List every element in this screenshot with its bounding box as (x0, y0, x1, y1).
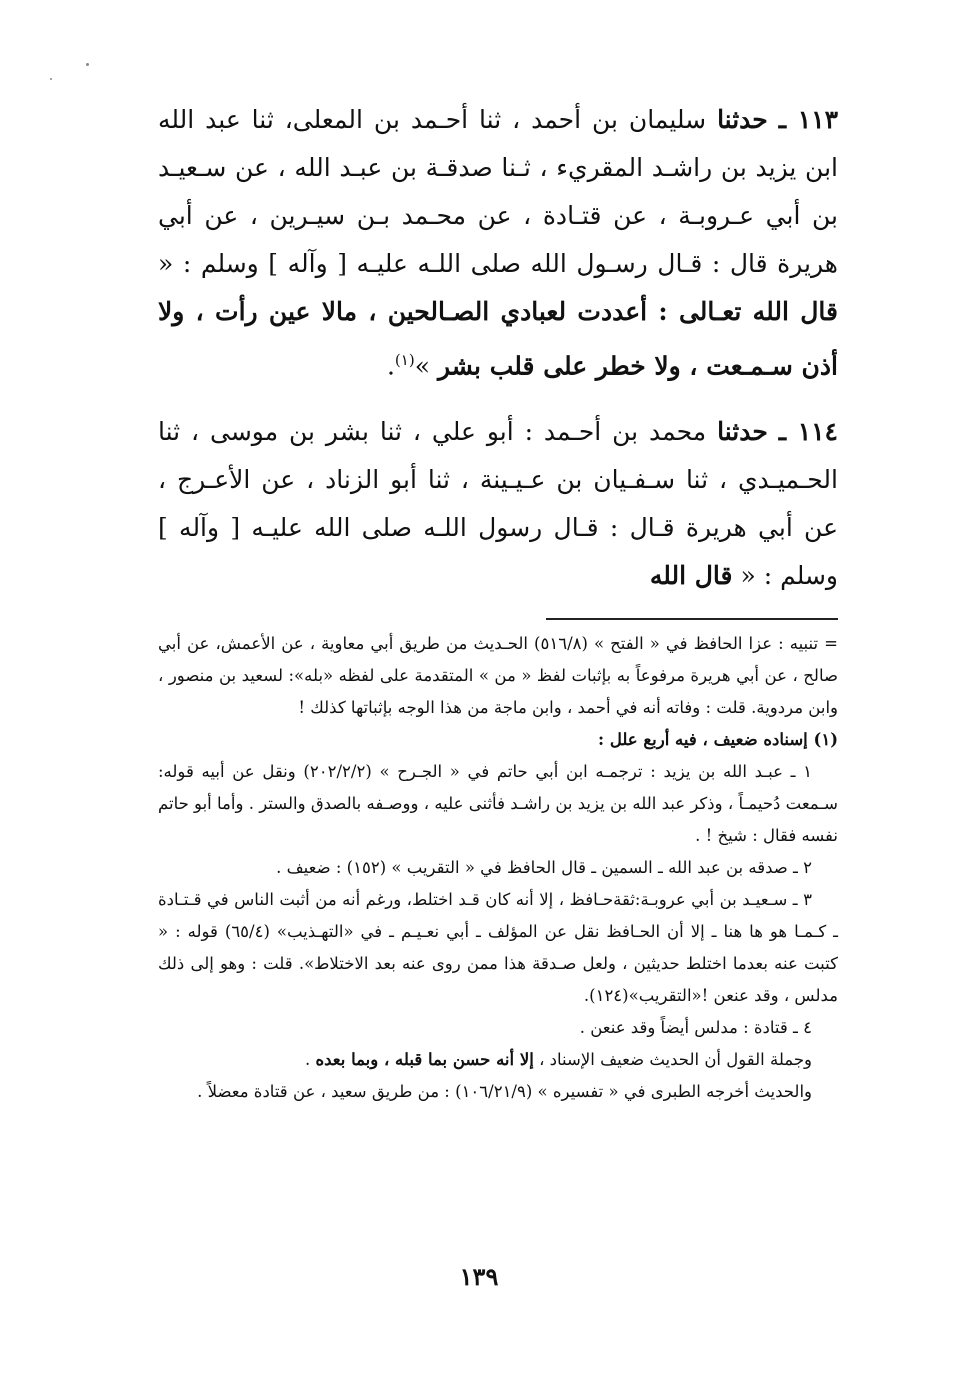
footnote-item: ٣ ـ سـعيـد بن أبي عروبـة:ثقةحـافظ ، إلا أنه كان قـد اختلط، ورغم أنه من أثبت الناس في قـتـادة ـ كـمـا هو ها هنا ـ إلا أن الحـافظ نقل عن المؤلف ـ أبي نعـيـم ـ في «التهـذيب» (٦٥/٤) قوله : « كتبت عنه بعدما اختلط حديثين ، ولعل صـدقة هذا ممن روى عنه بعد الاختلاط». قلت : وهو إلى ذلك مدلس ، وقد عنعن !«التقريب»(١٢٤). (158, 890, 838, 1006)
summary-bold: إلا أنه حسن بما قبله ، وبما بعده (315, 1050, 534, 1070)
footnote-item: ٤ ـ قتادة : مدلس أيضاً وقد عنعن . (579, 1018, 812, 1038)
hadith-114 (158, 408, 838, 600)
footnotes (158, 628, 838, 1108)
footnote-1-header: (١) إسناده ضعيف ، فيه أربع علل : (597, 730, 838, 750)
scan-speck (50, 78, 52, 80)
footnote-separator (546, 618, 838, 620)
hadith-number: ١١٣ ـ (778, 105, 839, 134)
footnote-continuation: = تنبيه : عزا الحافظ في « الفتح » (٥١٦/٨) الحـديث من طريق أبي معاوية ، عن الأعمش، عن أبي صالح ، عن أبي هريرة مرفوعاً به بإثبات لفظ « من » المتقدمة على لفظه «بله»: لسعيد بن منصور ، وابن مردوية. قلت : وفاته أنه في أحمد ، وابن ماجة من هذا الوجه بإثباتها كذلك ! (158, 634, 838, 718)
summary-end: . (304, 1050, 311, 1070)
hadith-text: قال الله تعـالى : أعددت لعبادي الصـالحين ، مالا عين رأت ، ولا أذن سـمـعت ، ولا خطر على قلب بشر (158, 297, 838, 381)
summary-text: وجملة القول أن الحديث ضعيف الإسناد ، (539, 1050, 812, 1070)
footnote-item: ١ ـ عبـد الله بن يزيد : ترجمـه ابن أبي حاتم في « الجـرح » (٢٠٢/٢/٢) ونقل عن أبيه قوله: سـمعت دُحيمـاً ، وذكر عبد الله بن يزيد بن راشـد فأثنى عليه ، ووصـفه بالصدق والستر . وأما أبو حاتم نفسه فقال : شيخ ! . (158, 762, 838, 846)
hadith-isnad: محمد بن أحـمد : أبو علي ، ثنا بشر بن موسى ، ثنا الحـميـدي ، ثنا سـفـيان بن عـيـينة ، ثنا أبو الزناد ، عن الأعـرج ، عن أبي هريرة قـال : قـال رسول اللـه صلى الله عليـه [ وآله ] وسلم : « (158, 417, 838, 591)
hadith-number: ١١٤ ـ (778, 417, 838, 447)
page-number: ١٣٩ (459, 1262, 499, 1291)
hadith-text: قال الله (649, 561, 733, 591)
footnote-ref: (١) (394, 351, 415, 369)
hadith-113 (158, 96, 838, 390)
scan-speck (86, 63, 89, 66)
hadith-isnad: سليمان بن أحمد ، ثنا أحـمد بن المعلى، ثنا عبد الله ابن يزيد بن راشـد المقريء ، ثـنا صدقـة بن عبـد الله ، عن سـعيـد بن أبي عـروبـة ، عن قتـادة ، عن محـمد بـن سيـرين ، عن أبي هريرة قال : قـال رسـول الله صلى اللـه عليـه [ وآله ] وسلم : « (158, 105, 838, 278)
footnote-tabari: والحديث أخرجه الطبرى في « تفسيره » (١٠٦/٢١/٩) : من طريق سعيد ، عن قتادة معضلاً . (197, 1082, 812, 1102)
hadith-close: » (414, 351, 430, 381)
hadith-end: . (386, 351, 395, 381)
footnote-summary (158, 1044, 838, 1076)
hadith-intro: حدثنا (717, 105, 768, 134)
footnote-item: ٢ ـ صدقه بن عبد الله ـ السمين ـ قال الحافظ في « التقريب » (١٥٢) : ضعيف . (276, 858, 812, 878)
hadith-intro: حدثنا (717, 417, 768, 447)
page-content (158, 96, 838, 1108)
main-text (158, 96, 838, 600)
